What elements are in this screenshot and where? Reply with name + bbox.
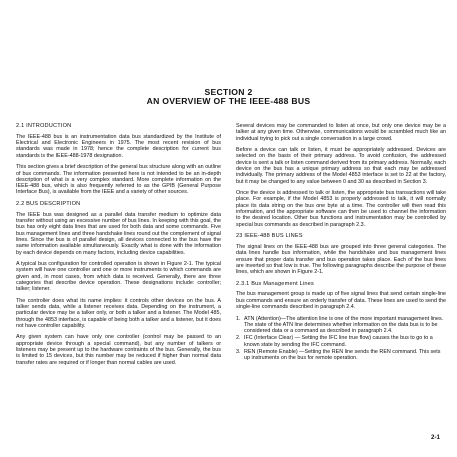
section-heading: 23 IEEE-488 BUS LINES	[236, 233, 303, 240]
paragraph: The signal lines on the IEEE-488 bus are grouped into three general categories. The data lines handle bus information, while the handshake and bus management lines ensure that proper data transfer and bus operation takes place. Each of the bus lines are inverted so that low is true. The following paragraphs describe the purpose of these lines, which are shown in Figure 2-1.	[236, 243, 446, 276]
paragraph: A typical bus configuration for controlled operation is shown in Figure 2-1. The typical system will have one controller and one or more instruments to which commands are given and, in most cases, from which data is received. Generally, there are three categories that describe device operation. These designations include: controller; talker; listener.	[16, 261, 221, 293]
list-number: 3.	[236, 349, 241, 356]
left-column	[16, 123, 221, 371]
section-title: AN OVERVIEW OF THE IEEE-488 BUS	[146, 96, 311, 106]
paragraph: Any given system can have only one controller (control may be passed to an appropriate device through a special command), but any number of talkers or listeners may be present up to the hardware contraints of the bus. Generally, the bus is limited to 15 devices, but this number may be reduced if higher than normal data transfer rates are required or if longer than normal cables are used.	[16, 334, 221, 366]
paragraph: The IEEE bus was designed as a parallel data transfer medium to optimize data transfer without using an excessive number of bus lines. In keeping with this goal, the bus has only eight data lines that are used for both data and some commands. Five bus management lines and three handshake lines round out the complement of signal lines. Since the bus is of parallel design, all devices connected to the bus have the same information available simultaneously. Exactly what is done with the information by each device depends on many factors, including device capabilities.	[16, 211, 221, 256]
section-heading: 2.3.1 Bus Management Lines	[236, 280, 314, 287]
list-number: 1.	[236, 315, 241, 322]
list-text: IFC (Interface Clear) — Setting the IFC line true flow) causes the bus to go to a known state by sending the IFC command.	[244, 335, 433, 348]
list-item	[236, 349, 446, 362]
page-number: 2-1	[431, 434, 440, 441]
list-item	[236, 316, 446, 335]
paragraph: The IEEE-488 bus is an instrumentation data bus standardized by the Institute of Electrical and Electronic Engineers in 1975. The most recent revision of bus standards was made in 1978; hence the complete description for current bus standards is the IEEE-488-1978 designation.	[16, 133, 221, 159]
paragraph: This section gives a brief description of the general bus structure along with an outline of bus commands. The information presented here is not intended to be an in-depth description of what is a very complex standard. More complete information on the IEEE-488 bus, which is also frequently referred to as the GPIB (General Purpose Interface Bus), is available from the IEEE and a variety of other sources.	[16, 164, 221, 196]
section-heading: 2.2 BUS DESCRIPTION	[16, 200, 81, 207]
paragraph: Before a device can talk or listen, it must be appropriately addressed. Devices are selected on the basis of their primary address. To avoid confusion, the addressed device is sent a talk or listen command derived from its primary address. Normally, each device on the bus has a unique primary address so that each may be addressed individually. The primary address of the Model 4853 interface is set to 22 at the factory, but it may be changed to any value between 0 and 30 as described in Section 3.	[236, 147, 446, 185]
list-text: ATN (Attention)—The attention line is one of the more important management lines. The state of the ATN line determines whether information on the data bus is to be considered data or a command as described in paragraph 2.4.	[244, 315, 444, 335]
right-column	[236, 123, 446, 363]
list-number: 2.	[236, 335, 241, 342]
paragraph: Several devices may be commanded to listen at once, but only one device may be a talker at any given time. Otherwise, communications would be scrambled much like an individual trying to pick out a single conversation in a large crowd.	[236, 123, 446, 142]
paragraph: The controller does what its name implies: it controls other devices on the bus. A talker sends data, while a listener receives data. Depending on the instrument, a particular device may be a talker only, or both a talker and a listener. The Model 485, through the 4853 interface, is capable of being both a talker and a listener, but it does not have controller capability.	[16, 297, 221, 329]
list-item	[236, 335, 446, 348]
list-text: REN (Remote Enable) —Setting the REN line sends the REN command. This sets up instruments on the bus for remote operation.	[244, 349, 441, 362]
paragraph: Once the device is addressed to talk or listen, the appropriate bus transactions will take place. For example, if the Model 4853 is properly addressed to talk, it will normally place its data string on the bus one byte at a time. The controller will then read this information, and the appropriate software can then be used to channel the information to the desired location. Other bus functions and instrumentation may be controlled by special bus commands as described in paragraph 2.3.	[236, 190, 446, 228]
paragraph: The bus management group is made up of five signal lines that send certain single-line bus commands and ensure an orderly transfer of data. These lines are used to send the single-line commands described in paragraph 2.4.	[236, 291, 446, 311]
section-number: SECTION 2	[204, 87, 253, 97]
section-heading: 2.1 INTRODUCTION	[16, 123, 72, 129]
